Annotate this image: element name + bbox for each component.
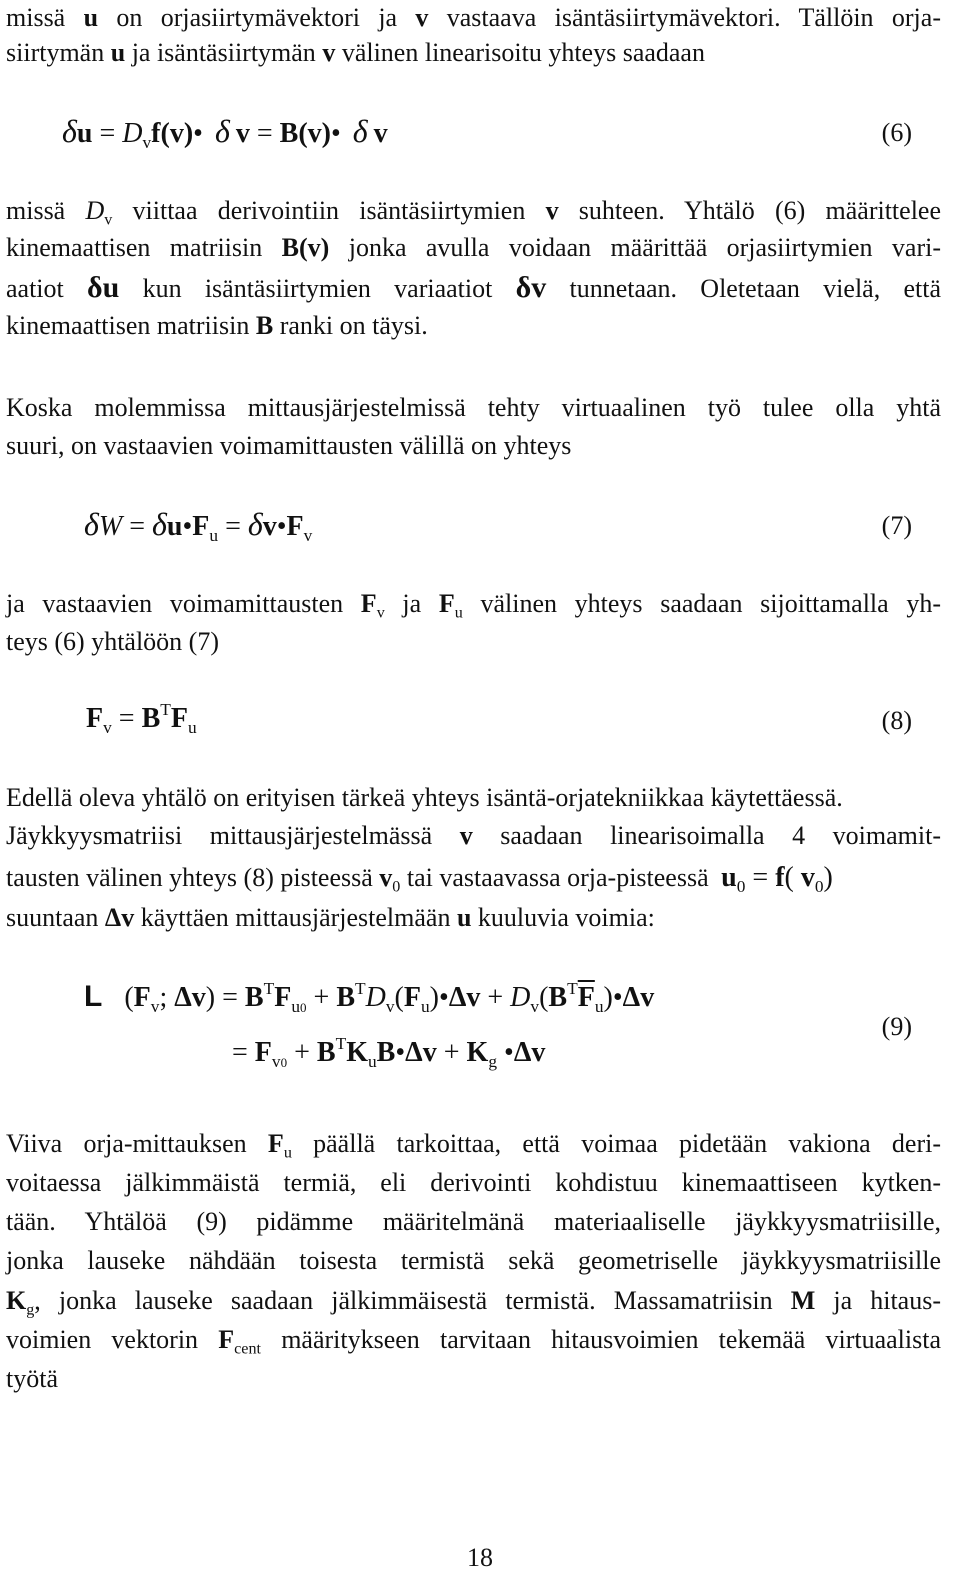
equation-number-9: (9) [881, 1012, 912, 1041]
symbol-v: v [459, 821, 473, 850]
text: tausten välinen yhteys (8) pisteessä [6, 863, 380, 892]
text: käyttäen mittausjärjestelmään [134, 903, 457, 932]
text: työtä [6, 1364, 58, 1393]
text: Edellä oleva yhtälö on erityisen tärkeä yhteys isäntä-orjatekniikkaa käytettäessä. [6, 783, 843, 812]
text: tään. Yhtälöä (9) pidämme määritelmänä materiaaliselle jäykkyysmatriisille, [6, 1207, 941, 1236]
text: ranki on täysi. [273, 311, 428, 340]
text: on orjasiirtymävektori ja [98, 3, 416, 32]
symbol-F: F [360, 589, 377, 618]
equation-number-8: (8) [881, 706, 912, 735]
text: kinemaattisen matriisin [6, 233, 282, 262]
text: välinen linearisoitu yhteys saadaan [335, 38, 705, 67]
equation-8: $F_v = B^TF_u$ [86, 699, 197, 738]
symbol-M: M [790, 1286, 816, 1315]
text: Koska molemmissa mittausjärjestelmissä tehty virtuaalinen työ tulee olla yhtä [6, 393, 941, 422]
text: aatiot [6, 274, 88, 303]
text: siirtymän [6, 38, 111, 67]
text: tai vastaavassa orja-pisteessä [400, 863, 716, 892]
symbol-v: v [545, 196, 559, 225]
text: suuri, on vastaavien voimamittausten välillä on yhteys [6, 431, 572, 460]
text: voitaessa jälkimmäistä termiä, eli derivointi kohdistuu kinemaattiseen kytken- [6, 1168, 941, 1197]
paragraph-line [6, 310, 428, 342]
text: Jäykkyysmatriisi mittausjärjestelmässä [6, 821, 460, 850]
symbol-delta-v: Δv [104, 903, 135, 932]
text: missä [6, 3, 84, 32]
text: suhteen. Yhtälö (6) määrittelee [558, 196, 941, 225]
equation-6: $\delta u = D_vf(v)•$ δ v = B(v)• δ v [62, 113, 388, 153]
symbol-v: v [322, 38, 336, 67]
text: saadaan linearisoimalla 4 voimamit- [472, 821, 941, 850]
symbol-v: v [379, 863, 393, 892]
text: jonka avulla voidaan määrittää orjasiirtymien vari- [329, 233, 941, 262]
symbol-u: u [110, 38, 126, 67]
symbol-B-of-v: B(v) [281, 233, 330, 262]
text: viittaa derivointiin isäntäsiirtymien [112, 196, 546, 225]
text: ja vastaavien voimamittausten [6, 589, 361, 618]
paragraph-line [6, 392, 941, 424]
symbol-u: u [83, 3, 99, 32]
symbol-F: F [218, 1325, 235, 1354]
paragraph-line [6, 430, 571, 462]
paragraph-line: $K_g$, jonka lauseke saadaan jälkimmäisestä termistä. Massamatriisin M ja hitaus- [6, 1286, 941, 1319]
symbol-u: u [456, 903, 472, 932]
text: välinen yhteys saadaan sijoittamalla yh- [462, 589, 942, 618]
text: ja hitaus- [815, 1286, 941, 1315]
symbol-F: F [438, 589, 455, 618]
text: ja isäntäsiirtymän [125, 38, 323, 67]
symbol-v: v [415, 3, 429, 32]
paragraph-line [6, 902, 655, 934]
text: kuuluvia voimia: [471, 903, 655, 932]
text: suuntaan [6, 903, 105, 932]
equation-9-row-2: = $F_{v0}$ + $B^TK_uB•\Delta v + K_g$ •Δv [232, 1033, 546, 1072]
paragraph-line [6, 1363, 58, 1395]
text: kun isäntäsiirtymien variaatiot [119, 274, 516, 303]
equation-9-row-1: L ($F_v$; $\Delta v) = B^TF_{u0}$ + $B^TD_v(F_u)•\Delta v$ + $D_v(B^T\overline{F}_u)•\Delta v$ [84, 978, 655, 1017]
text: vastaava isäntäsiirtymävektori. Tällöin orja- [428, 3, 941, 32]
paragraph-line [6, 782, 843, 814]
paragraph-line [6, 2, 941, 34]
paragraph-line [6, 626, 219, 658]
text: missä [6, 196, 86, 225]
paragraph-line [6, 37, 705, 69]
page-number: 18 [467, 1543, 493, 1572]
paragraph-line: Viiva orja-mittauksen $F_u$ päällä tarkoittaa, että voimaa pidetään vakiona deri- [6, 1129, 942, 1162]
equation-7: $\delta W = \delta u•F_u$ = $\delta v•F_v$ [84, 506, 313, 546]
paragraph-line: tausten välinen yhteys (8) pisteessä $v_0$ tai vastaavassa orja-pisteessä $u_0 = f$( $v_0$) [6, 862, 833, 897]
paragraph-line: missä $D_v$ viittaa derivointiin isäntäsiirtymien v suhteen. Yhtälö (6) määrittelee [6, 196, 941, 229]
text: jonka lauseke nähdään toisesta termistä sekä geometriselle jäykkyysmatriisille [6, 1246, 941, 1275]
text: ja [384, 589, 439, 618]
symbol-K: K [6, 1286, 27, 1315]
L-operator: L [84, 980, 103, 1013]
symbol-delta-u: δu [87, 271, 120, 304]
symbol-F: F [267, 1129, 284, 1158]
text: tunnetaan. Oletetaan vielä, että [546, 274, 941, 303]
text: , jonka lauseke saadaan jälkimmäisestä termistä. Massamatriisin [34, 1286, 791, 1315]
paragraph-line [6, 1167, 941, 1199]
text: teys (6) yhtälöön (7) [6, 627, 220, 656]
text: päällä tarkoittaa, että voimaa pidetään vakiona deri- [291, 1129, 942, 1158]
symbol-delta-v: δv [515, 271, 547, 304]
equation-number-6: (6) [881, 118, 912, 147]
text: kinemaattisen matriisin [6, 311, 256, 340]
symbol-B: B [255, 311, 274, 340]
paragraph-line [6, 820, 941, 852]
text: määritykseen tarvitaan hitausvoimien tekemää virtuaalista [261, 1325, 941, 1354]
paragraph-line [6, 272, 941, 305]
inline-equation-u0: $u_0 = f$( $v_0$) [721, 862, 833, 897]
paragraph-line [6, 232, 941, 264]
symbol-D: D [85, 196, 105, 225]
paragraph-line [6, 1206, 941, 1238]
paragraph-line [6, 1245, 941, 1277]
text: Viiva orja-mittauksen [6, 1129, 268, 1158]
text: voimien vektorin [6, 1325, 219, 1354]
paragraph-line: voimien vektorin $F_{cent}$ määritykseen tarvitaan hitausvoimien tekemää virtuaalista [6, 1325, 941, 1358]
paragraph-line: ja vastaavien voimamittausten $F_v$ ja $F_u$ välinen yhteys saadaan sijoittamalla yh- [6, 589, 942, 622]
equation-number-7: (7) [881, 511, 912, 540]
